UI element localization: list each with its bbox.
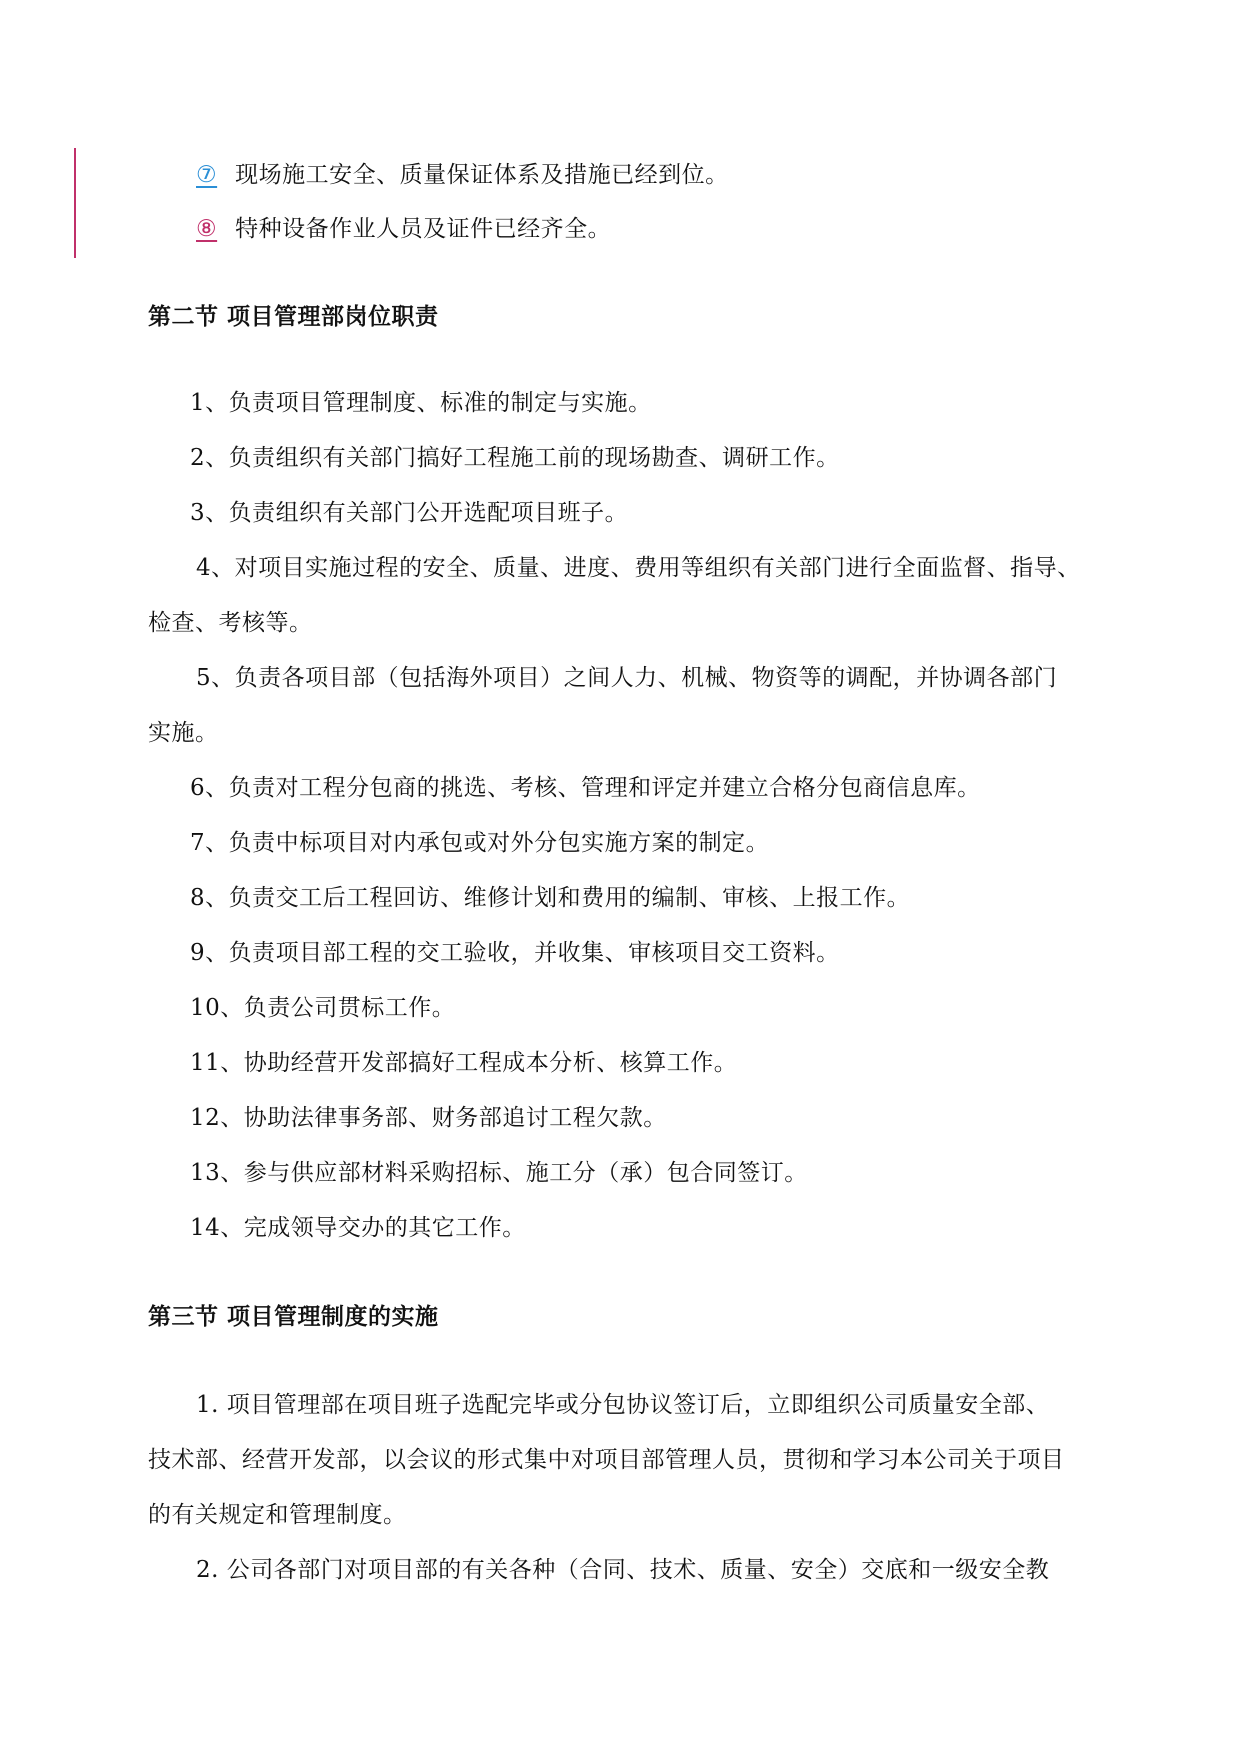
list-item-7 (196, 160, 729, 190)
paragraph-line: 的有关规定和管理制度。 (148, 1502, 407, 1528)
revision-change-bar (74, 148, 76, 258)
list-item: 8、负责交工后工程回访、维修计划和费用的编制、审核、上报工作。 (190, 885, 911, 911)
list-item: 3、负责组织有关部门公开选配项目班子。 (190, 500, 629, 526)
paragraph-line: 1. 项目管理部在项目班子选配完毕或分包协议签订后，立即组织公司质量安全部、 (196, 1392, 1050, 1418)
list-item: 7、负责中标项目对内承包或对外分包实施方案的制定。 (190, 830, 770, 856)
list-item: 9、负责项目部工程的交工验收，并收集、审核项目交工资料。 (190, 940, 840, 966)
marker-7-text: 现场施工安全、质量保证体系及措施已经到位。 (235, 162, 729, 188)
list-item-continuation: 实施。 (148, 720, 219, 746)
marker-8-text: 特种设备作业人员及证件已经齐全。 (235, 216, 612, 242)
list-item-8 (196, 214, 611, 244)
paragraph-line: 2. 公司各部门对项目部的有关各种（合同、技术、质量、安全）交底和一级安全教 (196, 1557, 1050, 1583)
list-item: 2、负责组织有关部门搞好工程施工前的现场勘查、调研工作。 (190, 445, 840, 471)
paragraph-line: 技术部、经营开发部，以会议的形式集中对项目部管理人员，贯彻和学习本公司关于项目 (148, 1447, 1065, 1473)
list-item: 14、完成领导交办的其它工作。 (190, 1215, 526, 1241)
list-item: 11、协助经营开发部搞好工程成本分析、核算工作。 (190, 1050, 738, 1076)
list-item: 13、参与供应部材料采购招标、施工分（承）包合同签订。 (190, 1160, 808, 1186)
list-item-continuation: 检查、考核等。 (148, 610, 313, 636)
list-item: 6、负责对工程分包商的挑选、考核、管理和评定并建立合格分包商信息库。 (190, 775, 981, 801)
marker-7-symbol: ⑦ (196, 162, 218, 188)
section-2-heading: 第二节 项目管理部岗位职责 (148, 303, 439, 330)
list-item: 1、负责项目管理制度、标准的制定与实施。 (190, 390, 652, 416)
section-3-heading: 第三节 项目管理制度的实施 (148, 1303, 439, 1330)
list-item: 10、负责公司贯标工作。 (190, 995, 456, 1021)
marker-8-symbol: ⑧ (196, 216, 218, 242)
list-item: 12、协助法律事务部、财务部追讨工程欠款。 (190, 1105, 667, 1131)
list-item: 4、对项目实施过程的安全、质量、进度、费用等组织有关部门进行全面监督、指导、 (196, 555, 1081, 581)
list-item: 5、负责各项目部（包括海外项目）之间人力、机械、物资等的调配，并协调各部门 (196, 665, 1058, 691)
